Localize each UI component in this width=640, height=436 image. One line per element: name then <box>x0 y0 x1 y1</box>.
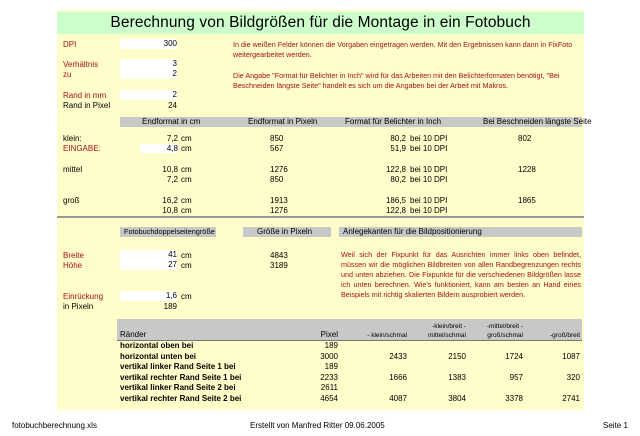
rand-px-label: Rand in Pixel <box>63 101 111 110</box>
format-inch-value: 122,8 <box>385 206 406 215</box>
format-dpi-text: bei 10 DPI <box>410 175 448 184</box>
zu-input[interactable]: 2 <box>120 69 177 79</box>
format-inch-value: 80,2 <box>390 134 406 143</box>
section-divider <box>57 216 584 218</box>
page-title: Berechnung von Bildgrößen für die Montage in ein Fotobuch <box>57 12 584 34</box>
footer-filename: fotobuchberechnung.xls <box>12 421 97 430</box>
note-formats: Die Angabe "Format für Belichter in Inch" wird für das Arbeiten mit den Belichterformaten benötigt, "Bei Beschneiden längste Seite" handelt es sich um die Angaben bei der Arbeit mit Makros. <box>233 71 560 90</box>
breite-input[interactable]: 41 <box>120 250 177 260</box>
format-px-value: 1276 <box>270 206 288 215</box>
footer-page: Seite 1 <box>603 421 628 430</box>
verhaeltnis-label: Verhältnis <box>63 60 99 69</box>
raender-row-name: vertikal linker Rand Seite 2 bei <box>120 383 236 392</box>
inpixeln-value: 189 <box>163 302 177 311</box>
format-cm-unit: cm <box>181 165 192 174</box>
footer-author: Erstellt von Manfred Ritter 09.06.2005 <box>250 421 385 430</box>
raender-grid <box>117 340 582 405</box>
format-cm-unit: cm <box>181 206 192 215</box>
dpi-input[interactable]: 300 <box>120 39 177 49</box>
format-inch-value: 51,9 <box>390 144 406 153</box>
col-anlegekanten: Anlegekanten für die Bildpositionierung <box>343 227 482 236</box>
raender-pixel-value: 3000 <box>320 351 338 361</box>
breite-px: 4843 <box>270 251 288 260</box>
rand-mm-label: Rand in mm <box>63 91 107 100</box>
note-fixpunkt: Weil sich der Fixpunkt für das Ausrichten immer links oben befindet, müssen wir die möglichen Bildbreiten von allen Randbegrenzungen rechts und unten abziehen. Die Fixpunkte für die verschiedenen Bildgrößen lasse ich unten berechnen. Wie's funktioniert, kann am besten an Hand eines Beispiels mit richtig skalierten Bildern ausprobiert werden. <box>341 250 581 299</box>
format-px-value: 567 <box>270 144 284 153</box>
format-dpi-text: bei 10 DPI <box>410 206 448 215</box>
format-longest-value: 1228 <box>518 165 536 174</box>
col-size-pixels: Größe in Pixeln <box>257 227 313 236</box>
raender-gross-breit: 2741 <box>562 393 580 403</box>
raender-row-name: vertikal rechter Rand Seite 2 bei <box>120 393 242 403</box>
format-cm-unit: cm <box>181 144 192 153</box>
einrueckung-unit: cm <box>181 292 192 301</box>
raender-pixel-value: 4654 <box>320 393 338 403</box>
format-longest-value: 802 <box>518 134 532 143</box>
format-cm-value: 7,2 <box>166 175 178 184</box>
raender-klein-breit: 3804 <box>448 393 466 403</box>
raender-pixel-value: 189 <box>324 362 338 371</box>
format-cm-value: 7,2 <box>166 134 178 143</box>
col-klein-breit: -klein/breit -mittel/schmal <box>428 323 466 339</box>
einrueckung-input[interactable]: 1,6 <box>120 291 177 301</box>
format-px-value: 850 <box>270 175 284 184</box>
col-belichter-inch: Format für Belichter in Inch <box>345 117 442 126</box>
col-endformat-px: Endformat in Pixeln <box>248 117 318 126</box>
format-cm-value: 10,8 <box>162 165 178 174</box>
raender-pixel-value: 2233 <box>320 372 338 382</box>
inpixeln-label: in Pixeln <box>63 302 94 311</box>
format-cm-unit: cm <box>181 175 192 184</box>
format-cm-value: 4,8 <box>140 144 178 153</box>
raender-gross-breit: 320 <box>566 372 580 382</box>
raender-pixel-value: 189 <box>324 341 338 350</box>
format-row-label: groß <box>63 196 80 205</box>
format-cm-value: 10,8 <box>162 206 178 215</box>
raender-pixel-value: 2611 <box>320 383 338 392</box>
rand-px-value: 24 <box>168 101 177 110</box>
format-row-label: klein: <box>63 134 82 143</box>
format-inch-value: 186,5 <box>385 196 406 205</box>
col-klein-schmal: - klein/schmal <box>367 332 407 339</box>
col-raender: Ränder <box>120 330 147 339</box>
format-dpi-text: bei 10 DPI <box>410 196 448 205</box>
raender-row-name: horizontal unten bei <box>120 351 196 361</box>
raender-mittel-breit: 1724 <box>505 351 523 361</box>
format-dpi-text: bei 10 DPI <box>410 134 448 143</box>
raender-klein-schmal: 4087 <box>389 393 407 403</box>
raender-gross-breit: 1087 <box>562 351 580 361</box>
raender-klein-breit: 1383 <box>448 372 466 382</box>
format-px-value: 850 <box>270 134 284 143</box>
note-intro: In die weißen Felder können die Vorgaben eingetragen werden. Mit den Ergebnissen kann dann in FixFoto weitergearbeitet werden. <box>233 40 573 59</box>
col-pixel: Pixel <box>320 330 338 339</box>
format-row-label: mittel <box>63 165 83 174</box>
rand-mm-input[interactable]: 2 <box>120 90 177 100</box>
col-longest-side: Bei Beschneiden längste Seite <box>483 117 592 126</box>
format-dpi-text: bei 10 DPI <box>410 165 448 174</box>
dpi-label: DPI <box>63 40 77 49</box>
format-px-value: 1913 <box>270 196 288 205</box>
format-cm-unit: cm <box>181 196 192 205</box>
raender-klein-schmal: 1666 <box>389 372 407 382</box>
raender-klein-breit: 2150 <box>448 351 466 361</box>
format-cm-unit: cm <box>181 134 192 143</box>
breite-label: Breite <box>63 251 84 260</box>
col-page-size: Fotobuchdoppelseitengröße <box>124 227 215 236</box>
format-longest-value: 1865 <box>518 196 536 205</box>
raender-row-name: vertikal linker Rand Seite 1 bei <box>120 362 236 371</box>
einrueckung-label: Einrückung <box>63 292 104 301</box>
col-mittel-breit: -mittel/breit -groß/schmal <box>486 323 523 339</box>
raender-mittel-breit: 957 <box>509 372 523 382</box>
raender-klein-schmal: 2433 <box>389 351 407 361</box>
format-inch-value: 80,2 <box>390 175 406 184</box>
format-row-label: EINGABE: <box>63 144 101 153</box>
verhaeltnis-input[interactable]: 3 <box>120 59 177 69</box>
raender-row-name: vertikal rechter Rand Seite 1 bei <box>120 372 242 382</box>
hoehe-label: Höhe <box>63 261 83 270</box>
format-inch-value: 122,8 <box>385 165 406 174</box>
format-dpi-text: bei 10 DPI <box>410 144 448 153</box>
col-endformat-cm: Endformat in cm <box>142 117 201 126</box>
zu-label: zu <box>63 70 72 79</box>
raender-mittel-breit: 3378 <box>505 393 523 403</box>
hoehe-unit: cm <box>181 261 192 270</box>
format-cm-value: 16,2 <box>162 196 178 205</box>
hoehe-input[interactable]: 27 <box>120 260 177 270</box>
format-px-value: 1276 <box>270 165 288 174</box>
raender-row-name: horizontal oben bei <box>120 341 194 350</box>
col-gross-breit: -groß/breit <box>550 332 580 339</box>
hoehe-px: 3189 <box>270 261 288 270</box>
breite-unit: cm <box>181 251 192 260</box>
